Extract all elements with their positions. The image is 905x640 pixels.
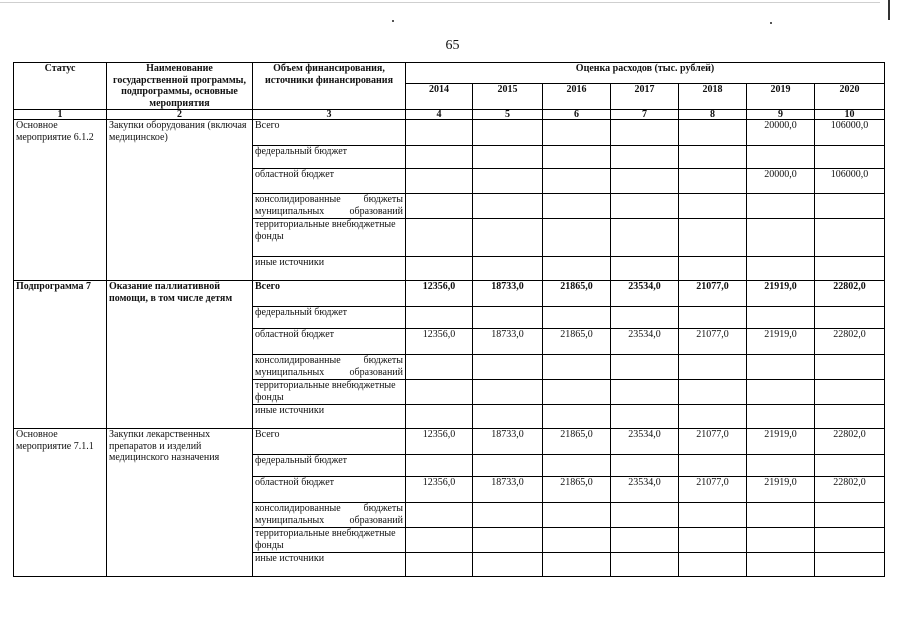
- amount-cell: [406, 307, 473, 329]
- amount-cell: [611, 355, 679, 380]
- amount-cell: 21919,0: [747, 281, 815, 307]
- amount-cell: 18733,0: [473, 477, 543, 503]
- amount-cell: [611, 553, 679, 577]
- year-header: 2015: [473, 84, 543, 110]
- amount-cell: [406, 503, 473, 528]
- amount-cell: 23534,0: [611, 477, 679, 503]
- funding-source: иные источники: [253, 553, 406, 577]
- amount-cell: [473, 257, 543, 281]
- column-number: 9: [747, 110, 815, 120]
- amount-cell: [611, 528, 679, 553]
- amount-cell: [747, 257, 815, 281]
- amount-cell: 21865,0: [543, 281, 611, 307]
- amount-cell: [473, 405, 543, 429]
- amount-cell: [406, 455, 473, 477]
- amount-cell: [611, 194, 679, 219]
- amount-cell: [543, 146, 611, 169]
- amount-cell: [815, 380, 885, 405]
- top-scan-line: [0, 2, 880, 3]
- amount-cell: 12356,0: [406, 329, 473, 355]
- funding-source: Всего: [253, 120, 406, 146]
- amount-cell: [815, 528, 885, 553]
- amount-cell: [611, 120, 679, 146]
- amount-cell: [406, 553, 473, 577]
- amount-cell: 21077,0: [679, 477, 747, 503]
- table-row: [14, 429, 885, 455]
- funding-source: территориальные внебюджетные фонды: [253, 528, 406, 553]
- amount-cell: [543, 355, 611, 380]
- amount-cell: [611, 503, 679, 528]
- funding-source: консолидированные бюджеты муниципальных образований: [253, 503, 406, 528]
- amount-cell: 18733,0: [473, 329, 543, 355]
- amount-cell: [543, 257, 611, 281]
- row-status: Основное мероприятие 6.1.2: [14, 120, 107, 281]
- amount-cell: [543, 528, 611, 553]
- amount-cell: 22802,0: [815, 329, 885, 355]
- amount-cell: [406, 257, 473, 281]
- amount-cell: [679, 528, 747, 553]
- funding-source: областной бюджет: [253, 477, 406, 503]
- amount-cell: [747, 194, 815, 219]
- amount-cell: [473, 146, 543, 169]
- amount-cell: [815, 219, 885, 257]
- amount-cell: 23534,0: [611, 329, 679, 355]
- funding-source: иные источники: [253, 257, 406, 281]
- amount-cell: 23534,0: [611, 429, 679, 455]
- funding-source: федеральный бюджет: [253, 146, 406, 169]
- amount-cell: 106000,0: [815, 120, 885, 146]
- amount-cell: [679, 503, 747, 528]
- amount-cell: 18733,0: [473, 281, 543, 307]
- amount-cell: [473, 169, 543, 194]
- amount-cell: [611, 219, 679, 257]
- amount-cell: [679, 355, 747, 380]
- amount-cell: [747, 528, 815, 553]
- amount-cell: [747, 503, 815, 528]
- funding-source: консолидированные бюджеты муниципальных образований: [253, 355, 406, 380]
- header-estimate: Оценка расходов (тыс. рублей): [406, 63, 885, 84]
- amount-cell: 21865,0: [543, 429, 611, 455]
- column-number: 8: [679, 110, 747, 120]
- amount-cell: [543, 405, 611, 429]
- amount-cell: [679, 380, 747, 405]
- amount-cell: 12356,0: [406, 477, 473, 503]
- amount-cell: [543, 455, 611, 477]
- amount-cell: [406, 528, 473, 553]
- amount-cell: [473, 194, 543, 219]
- scan-dot: [770, 22, 772, 24]
- table-row: [14, 281, 885, 307]
- amount-cell: [747, 380, 815, 405]
- year-header: 2017: [611, 84, 679, 110]
- amount-cell: [747, 219, 815, 257]
- amount-cell: 106000,0: [815, 169, 885, 194]
- page-number: 65: [445, 38, 460, 53]
- funding-source: территориальные внебюджетные фонды: [253, 380, 406, 405]
- header-name: Наименование государственной программы, подпрограммы, основные мероприятия: [107, 63, 253, 110]
- amount-cell: [543, 120, 611, 146]
- year-header: 2016: [543, 84, 611, 110]
- amount-cell: [543, 503, 611, 528]
- amount-cell: [611, 169, 679, 194]
- column-number: 4: [406, 110, 473, 120]
- amount-cell: [679, 146, 747, 169]
- amount-cell: [679, 307, 747, 329]
- amount-cell: [473, 553, 543, 577]
- amount-cell: [747, 355, 815, 380]
- amount-cell: [406, 219, 473, 257]
- amount-cell: [473, 380, 543, 405]
- amount-cell: [747, 455, 815, 477]
- amount-cell: [815, 355, 885, 380]
- amount-cell: [679, 257, 747, 281]
- amount-cell: [815, 307, 885, 329]
- amount-cell: [543, 219, 611, 257]
- column-number: 3: [253, 110, 406, 120]
- amount-cell: [747, 553, 815, 577]
- row-name: Закупки оборудования (включая медицинское): [107, 120, 253, 281]
- amount-cell: 22802,0: [815, 429, 885, 455]
- amount-cell: [473, 528, 543, 553]
- amount-cell: [543, 380, 611, 405]
- amount-cell: 21865,0: [543, 477, 611, 503]
- year-header: 2014: [406, 84, 473, 110]
- amount-cell: [815, 257, 885, 281]
- amount-cell: [543, 553, 611, 577]
- amount-cell: [543, 194, 611, 219]
- budget-table: [13, 62, 885, 577]
- amount-cell: [543, 307, 611, 329]
- amount-cell: 20000,0: [747, 169, 815, 194]
- column-number: 6: [543, 110, 611, 120]
- funding-source: федеральный бюджет: [253, 455, 406, 477]
- amount-cell: [815, 194, 885, 219]
- column-number: 7: [611, 110, 679, 120]
- amount-cell: [473, 455, 543, 477]
- column-number: 10: [815, 110, 885, 120]
- amount-cell: [815, 503, 885, 528]
- amount-cell: [747, 146, 815, 169]
- row-status: Основное мероприятие 7.1.1: [14, 429, 107, 577]
- amount-cell: [815, 455, 885, 477]
- column-number: 5: [473, 110, 543, 120]
- amount-cell: [679, 405, 747, 429]
- scan-dot: [392, 20, 394, 22]
- amount-cell: 12356,0: [406, 429, 473, 455]
- amount-cell: [611, 146, 679, 169]
- amount-cell: [679, 194, 747, 219]
- amount-cell: [473, 503, 543, 528]
- amount-cell: 21919,0: [747, 329, 815, 355]
- amount-cell: [815, 553, 885, 577]
- table-row: [14, 120, 885, 146]
- amount-cell: [406, 194, 473, 219]
- amount-cell: [473, 219, 543, 257]
- amount-cell: [679, 455, 747, 477]
- funding-source: областной бюджет: [253, 329, 406, 355]
- amount-cell: [747, 405, 815, 429]
- amount-cell: [679, 169, 747, 194]
- top-right-scan-mark: [888, 0, 890, 20]
- header-row-1: [14, 63, 885, 84]
- amount-cell: 18733,0: [473, 429, 543, 455]
- funding-source: территориальные внебюджетные фонды: [253, 219, 406, 257]
- amount-cell: [679, 120, 747, 146]
- amount-cell: [679, 219, 747, 257]
- amount-cell: [815, 405, 885, 429]
- column-number-row: [14, 110, 885, 120]
- funding-source: Всего: [253, 429, 406, 455]
- amount-cell: [406, 146, 473, 169]
- amount-cell: [679, 553, 747, 577]
- amount-cell: [747, 307, 815, 329]
- funding-source: консолидированные бюджеты муниципальных образований: [253, 194, 406, 219]
- amount-cell: 20000,0: [747, 120, 815, 146]
- amount-cell: [543, 169, 611, 194]
- amount-cell: [611, 405, 679, 429]
- amount-cell: [473, 120, 543, 146]
- amount-cell: 21077,0: [679, 281, 747, 307]
- funding-source: иные источники: [253, 405, 406, 429]
- header-status: Статус: [14, 63, 107, 110]
- amount-cell: 22802,0: [815, 281, 885, 307]
- amount-cell: 12356,0: [406, 281, 473, 307]
- amount-cell: [406, 380, 473, 405]
- header-funding: Объем финансирования, источники финансирования: [253, 63, 406, 110]
- amount-cell: 21919,0: [747, 477, 815, 503]
- amount-cell: [406, 120, 473, 146]
- amount-cell: 23534,0: [611, 281, 679, 307]
- row-name: Закупки лекарственных препаратов и изделий медицинского назначения: [107, 429, 253, 577]
- column-number: 1: [14, 110, 107, 120]
- row-status: Подпрограмма 7: [14, 281, 107, 429]
- row-name: Оказание паллиативной помощи, в том числе детям: [107, 281, 253, 429]
- funding-source: Всего: [253, 281, 406, 307]
- amount-cell: [473, 355, 543, 380]
- amount-cell: 21919,0: [747, 429, 815, 455]
- amount-cell: [611, 257, 679, 281]
- year-header: 2020: [815, 84, 885, 110]
- column-number: 2: [107, 110, 253, 120]
- amount-cell: [473, 307, 543, 329]
- amount-cell: [611, 455, 679, 477]
- amount-cell: [406, 405, 473, 429]
- amount-cell: [611, 380, 679, 405]
- year-header: 2019: [747, 84, 815, 110]
- amount-cell: 21077,0: [679, 429, 747, 455]
- amount-cell: [406, 355, 473, 380]
- amount-cell: [611, 307, 679, 329]
- funding-source: федеральный бюджет: [253, 307, 406, 329]
- amount-cell: 22802,0: [815, 477, 885, 503]
- amount-cell: 21077,0: [679, 329, 747, 355]
- amount-cell: 21865,0: [543, 329, 611, 355]
- funding-source: областной бюджет: [253, 169, 406, 194]
- amount-cell: [815, 146, 885, 169]
- budget-table-body: [14, 120, 885, 577]
- year-header: 2018: [679, 84, 747, 110]
- amount-cell: [406, 169, 473, 194]
